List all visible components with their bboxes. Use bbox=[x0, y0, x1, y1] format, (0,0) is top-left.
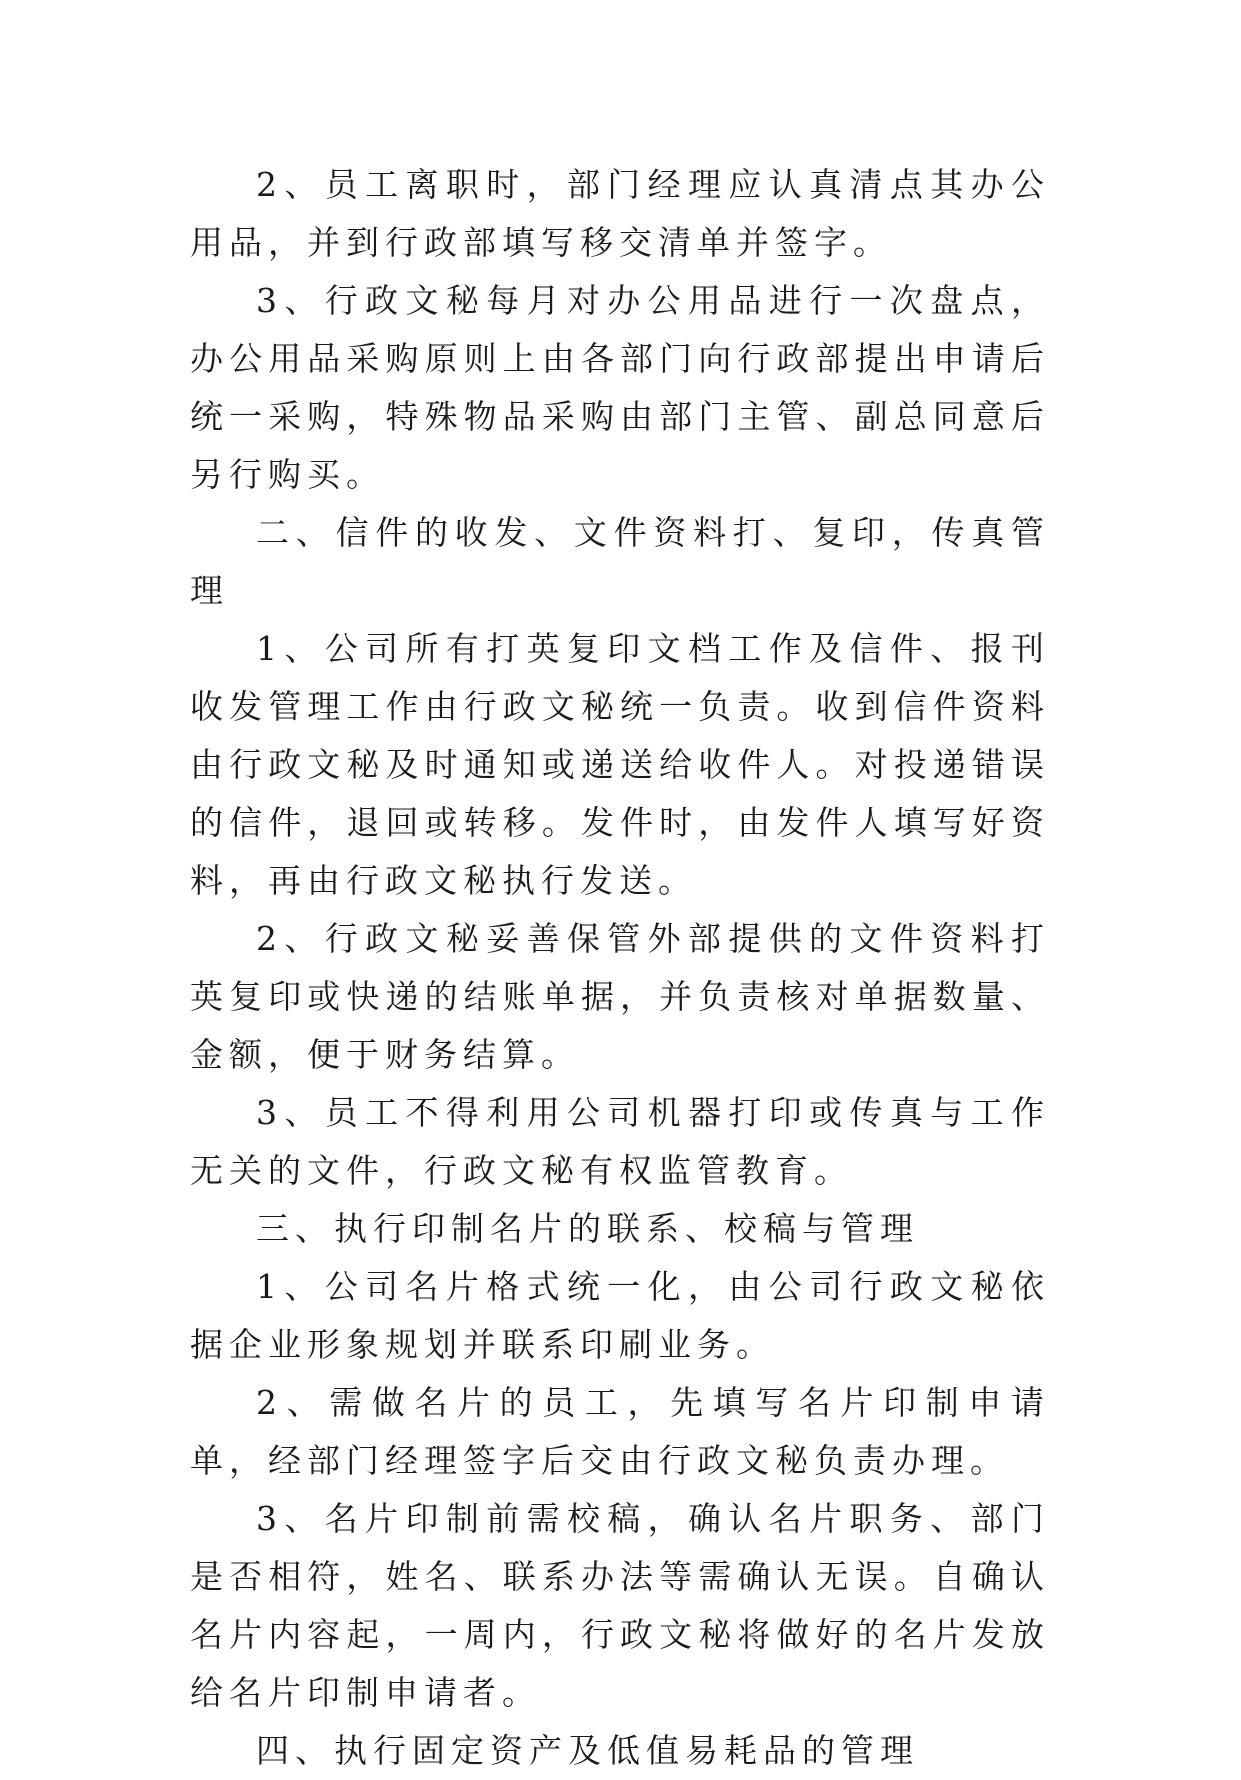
paragraph: 1、公司所有打英复印文档工作及信件、报刊收发管理工作由行政文秘统一负责。收到信件资料由行政文秘及时通知或递送给收件人。对投递错误的信件，退回或转移。发件时，由发件人填写好资料，再由行政文秘执行发送。 bbox=[190, 629, 1050, 900]
paragraph: 3、名片印制前需校稿，确认名片职务、部门是否相符，姓名、联系办法等需确认无误。自确认名片内容起，一周内，行政文秘将做好的名片发放给名片印制申请者。 bbox=[190, 1499, 1050, 1712]
section-heading: 四、执行固定资产及低值易耗品的管理 bbox=[256, 1731, 919, 1770]
paragraph: 2、员工离职时，部门经理应认真清点其办公用品，并到行政部填写移交清单并签字。 bbox=[190, 165, 1050, 262]
paragraph: 3、员工不得利用公司机器打印或传真与工作无关的文件，行政文秘有权监管教育。 bbox=[190, 1093, 1050, 1190]
paragraph: 3、行政文秘每月对办公用品进行一次盘点，办公用品采购原则上由各部门向行政部提出申请后统一采购，特殊物品采购由部门主管、副总同意后另行购买。 bbox=[190, 281, 1050, 494]
section-heading: 三、执行印制名片的联系、校稿与管理 bbox=[256, 1209, 919, 1248]
section-heading: 二、信件的收发、文件资料打、复印，传真管理 bbox=[190, 513, 1050, 610]
paragraph: 2、需做名片的员工，先填写名片印制申请单，经部门经理签字后交由行政文秘负责办理。 bbox=[190, 1383, 1050, 1480]
paragraph: 2、行政文秘妥善保管外部提供的文件资料打英复印或快递的结账单据，并负责核对单据数量、金额，便于财务结算。 bbox=[190, 919, 1050, 1074]
paragraph: 1、公司名片格式统一化，由公司行政文秘依据企业形象规划并联系印刷业务。 bbox=[190, 1267, 1050, 1364]
document-body bbox=[190, 156, 1050, 1780]
